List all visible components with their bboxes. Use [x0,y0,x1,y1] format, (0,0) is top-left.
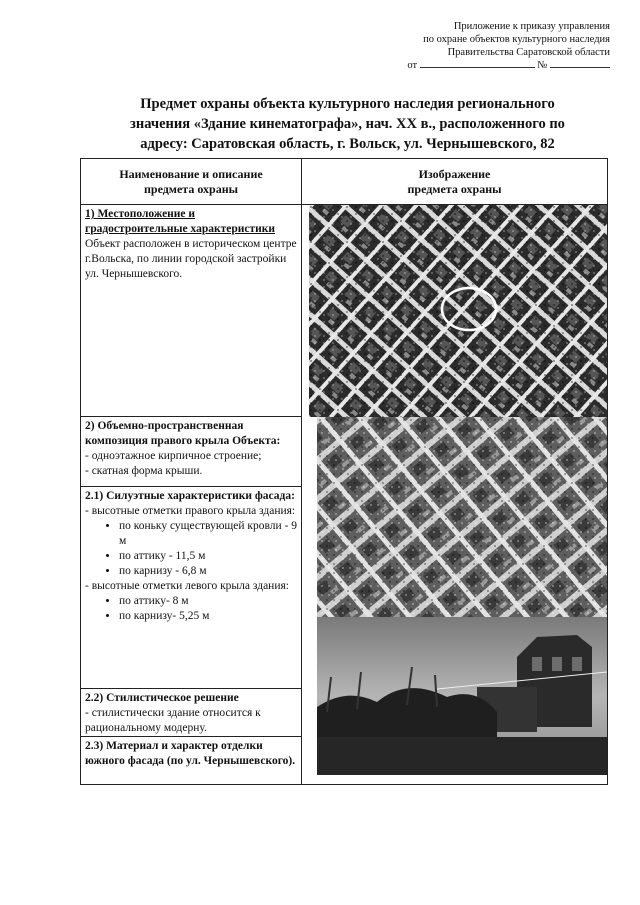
number-sign: № [537,60,548,71]
section-2-2-title: 2.2) Стилистическое решение [85,692,239,704]
section-2-item-2: - скатная форма крыши. [85,465,203,477]
right-wing-height-attic: • по аттику - 11,5 м [119,549,297,564]
aerial-map-photo [309,205,607,417]
title-line-1: Предмет охраны объекта культурного наследия регионального [140,96,555,112]
approval-block [350,20,610,72]
approval-line-3: Правительства Саратовской области [447,47,610,58]
section-1-title: 1) Местоположение и градостроительные характеристики [85,208,275,235]
document-title [95,94,600,154]
left-wing-heights-list [85,594,297,624]
header-right-line-1: Изображение [418,167,491,181]
title-line-2: значения «Здание кинематографа», нач. XX в., расположенного по [130,116,565,132]
left-wing-heights-intro: - высотные отметки левого крыла здания: [85,580,289,592]
header-left-line-1: Наименование и описание [119,167,263,181]
section-2-composition [81,417,302,487]
section-1-location [81,205,302,417]
section-2-title: 2) Объемно-пространственная композиция правого крыла Объекта: [85,420,281,447]
approval-line-2: по охране объектов культурного наследия [423,34,610,45]
aerial-view-photo [317,417,607,617]
section-2-3-title: 2.3) Материал и характер отделки южного фасада (по ул. Чернышевского). [85,740,296,767]
building-facade-photo [317,617,607,775]
section-2-3-material [81,737,302,784]
section-2-1-title: 2.1) Силуэтные характеристики фасада: [85,490,295,502]
section-2-2-style [81,689,302,737]
date-blank [420,67,535,68]
approval-date-line [350,59,610,72]
date-prefix: от [407,60,418,71]
number-blank [550,67,610,68]
header-left-line-2: предмета охраны [143,182,239,196]
right-wing-heights-intro: - высотные отметки правого крыла здания: [85,505,296,517]
aerial-map-image [309,205,607,417]
building-facade-image [317,617,607,775]
right-wing-height-cornice: • по карнизу - 6,8 м [119,564,297,579]
header-image [302,159,607,205]
section-2-1-silhouette [81,487,302,689]
protection-table [80,158,608,785]
left-wing-height-cornice: • по карнизу- 5,25 м [119,609,297,624]
left-wing-height-attic: • по аттику- 8 м [119,594,297,609]
header-right-line-2: предмета охраны [407,182,502,196]
approval-line-1: Приложение к приказу управления [453,21,610,32]
section-2-item-1: - одноэтажное кирпичное строение; [85,450,262,462]
right-wing-heights-list [85,519,297,579]
section-1-text: Объект расположен в историческом центре г.Вольска, по линии городской застройки ул. Чернышевского. [85,238,297,280]
header-description [81,159,302,205]
section-2-2-text: - стилистически здание относится к рациональному модерну. [85,707,261,734]
right-wing-height-ridge: • по коньку существующей кровли - 9 м [119,519,297,549]
aerial-view-image [317,417,607,617]
title-line-3: адресу: Саратовская область, г. Вольск, ул. Чернышевского, 82 [140,136,555,152]
